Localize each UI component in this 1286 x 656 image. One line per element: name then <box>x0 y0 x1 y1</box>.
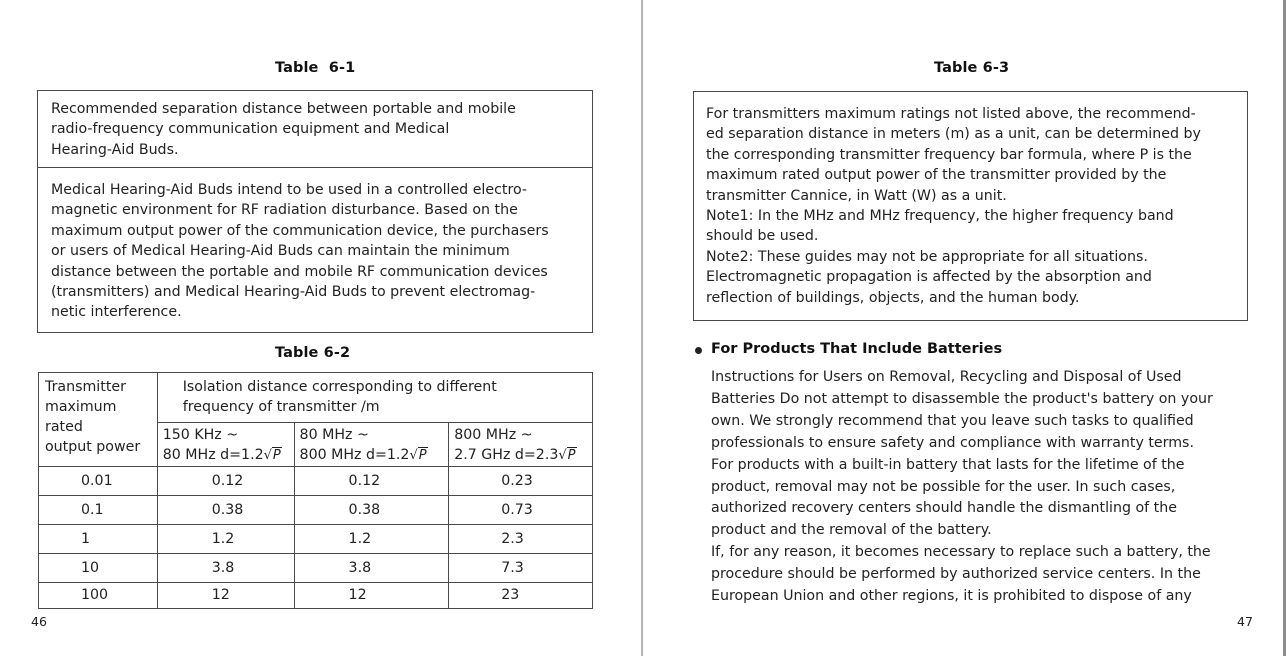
text-line: distance between the portable and mobile RF communication devices <box>51 263 548 280</box>
text-line: own. We strongly recommend that you leave such tasks to qualified <box>711 412 1194 429</box>
row-header-cell <box>39 373 158 467</box>
sqrt-symbol: √P <box>558 448 576 463</box>
table-row <box>39 525 593 554</box>
right-page <box>643 0 1286 656</box>
table-6-1-intro-text <box>51 99 516 160</box>
power-cell: 1 <box>39 525 158 554</box>
table-6-1-body-text <box>51 180 549 323</box>
text-line: authorized recovery centers should handle the dismantling of the <box>711 500 1177 517</box>
text-line: radio-frequency communication equipment and Medical <box>51 121 450 138</box>
distance-cell: 2.3 <box>449 525 593 554</box>
text-line: For products with a built-in battery that lasts for the lifetime of the <box>711 456 1185 473</box>
bullet-icon <box>695 347 702 354</box>
text-line: Note1: In the MHz and MHz frequency, the higher frequency band <box>706 208 1174 225</box>
table-6-1-heading: Table 6-1 <box>275 60 356 76</box>
formula-line <box>163 445 294 466</box>
power-cell: 10 <box>39 554 158 583</box>
table-row <box>39 496 593 525</box>
table-row <box>39 583 593 609</box>
text-line: European Union and other regions, it is prohibited to dispose of any <box>711 588 1192 605</box>
text-line: magnetic environment for RF radiation disturbance. Based on the <box>51 202 518 219</box>
text-line: Isolation distance corresponding to different <box>182 379 497 395</box>
text-line: 800 MHz d=1.2 <box>299 447 410 463</box>
text-line: rated <box>45 419 83 435</box>
table-6-2-heading: Table 6-2 <box>275 345 351 361</box>
text-line: Hearing-Aid Buds. <box>51 141 179 158</box>
table-row <box>39 467 593 496</box>
text-line: If, for any reason, it becomes necessary to replace such a battery, the <box>711 544 1211 561</box>
text-line: reflection of buildings, objects, and the human body. <box>706 289 1080 306</box>
text-line: Note2: These guides may not be appropriate for all situations. <box>706 248 1148 265</box>
text-line: the corresponding transmitter frequency bar formula, where P is the <box>706 146 1192 163</box>
text-line: 2.7 GHz d=2.3 <box>454 447 559 463</box>
text-line: transmitter Cannice, in Watt (W) as a unit. <box>706 187 1007 204</box>
freq-col-2-header <box>294 423 449 467</box>
text-line: professionals to ensure safety and compliance with warranty terms. <box>711 434 1194 451</box>
distance-cell: 7.3 <box>449 554 593 583</box>
text-line: maximum <box>45 399 117 415</box>
text-line: Transmitter <box>45 379 126 395</box>
formula-line <box>300 445 449 466</box>
formula-line <box>454 445 592 466</box>
text-line: maximum output power of the communication device, the purchasers <box>51 222 549 239</box>
sqrt-variable: P <box>567 448 576 463</box>
distance-cell: 0.38 <box>157 496 294 525</box>
freq-col-1-header <box>157 423 294 467</box>
text-line: Medical Hearing-Aid Buds intend to be used in a controlled electro- <box>51 182 528 198</box>
text-line: frequency of transmitter /m <box>182 399 380 415</box>
text-line: should be used. <box>706 228 819 245</box>
text-line: netic interference. <box>51 304 182 321</box>
distance-cell: 12 <box>294 583 449 609</box>
freq-col-3-header <box>449 423 593 467</box>
text-line: output power <box>45 439 141 455</box>
text-line: maximum rated output power of the transmitter provided by the <box>706 167 1167 184</box>
distance-cell: 0.12 <box>157 467 294 496</box>
text-line: ed separation distance in meters (m) as a unit, can be determined by <box>706 126 1201 143</box>
text-line: Electromagnetic propagation is affected by the absorption and <box>706 269 1152 286</box>
distance-cell: 3.8 <box>157 554 294 583</box>
distance-cell: 1.2 <box>157 525 294 554</box>
sqrt-symbol: √P <box>263 448 281 463</box>
batteries-body-text <box>711 367 1213 608</box>
distance-cell: 3.8 <box>294 554 449 583</box>
distance-cell: 0.12 <box>294 467 449 496</box>
page-number: 47 <box>1237 614 1253 629</box>
text-line: For transmitters maximum ratings not listed above, the recommend- <box>706 106 1196 122</box>
text-line: 80 MHz ~ <box>299 427 369 443</box>
distance-cell: 0.38 <box>294 496 449 525</box>
distance-cell: 23 <box>449 583 593 609</box>
power-cell: 0.01 <box>39 467 158 496</box>
distance-cell: 0.73 <box>449 496 593 525</box>
text-line: Recommended separation distance between portable and mobile <box>51 101 516 117</box>
sqrt-symbol: √P <box>409 448 427 463</box>
text-line: 80 MHz d=1.2 <box>162 447 264 463</box>
sqrt-variable: P <box>418 448 427 463</box>
page-number: 46 <box>31 614 47 629</box>
sqrt-variable: P <box>272 448 281 463</box>
batteries-section-title: For Products That Include Batteries <box>711 341 1003 357</box>
table-6-2 <box>38 372 593 609</box>
text-line: Batteries Do not attempt to disassemble the product's battery on your <box>711 390 1213 407</box>
text-line: procedure should be performed by authorized service centers. In the <box>711 566 1201 583</box>
power-cell: 0.1 <box>39 496 158 525</box>
distance-cell: 12 <box>157 583 294 609</box>
text-line: 150 KHz ~ <box>162 427 239 443</box>
power-cell: 100 <box>39 583 158 609</box>
text-line: Instructions for Users on Removal, Recycling and Disposal of Used <box>711 369 1182 385</box>
text-line: or users of Medical Hearing-Aid Buds can maintain the minimum <box>51 243 510 260</box>
left-page <box>0 0 642 656</box>
text-line: (transmitters) and Medical Hearing-Aid Buds to prevent electromag- <box>51 284 536 301</box>
text-line: product, removal may not be possible for the user. In such cases, <box>711 478 1176 495</box>
table-6-3-heading: Table 6-3 <box>934 60 1010 76</box>
group-header-cell <box>157 373 592 423</box>
table-row <box>39 554 593 583</box>
distance-cell: 1.2 <box>294 525 449 554</box>
table-6-3-text <box>706 104 1201 308</box>
distance-cell: 0.23 <box>449 467 593 496</box>
text-line: product and the removal of the battery. <box>711 522 992 539</box>
text-line: 800 MHz ~ <box>454 427 533 443</box>
